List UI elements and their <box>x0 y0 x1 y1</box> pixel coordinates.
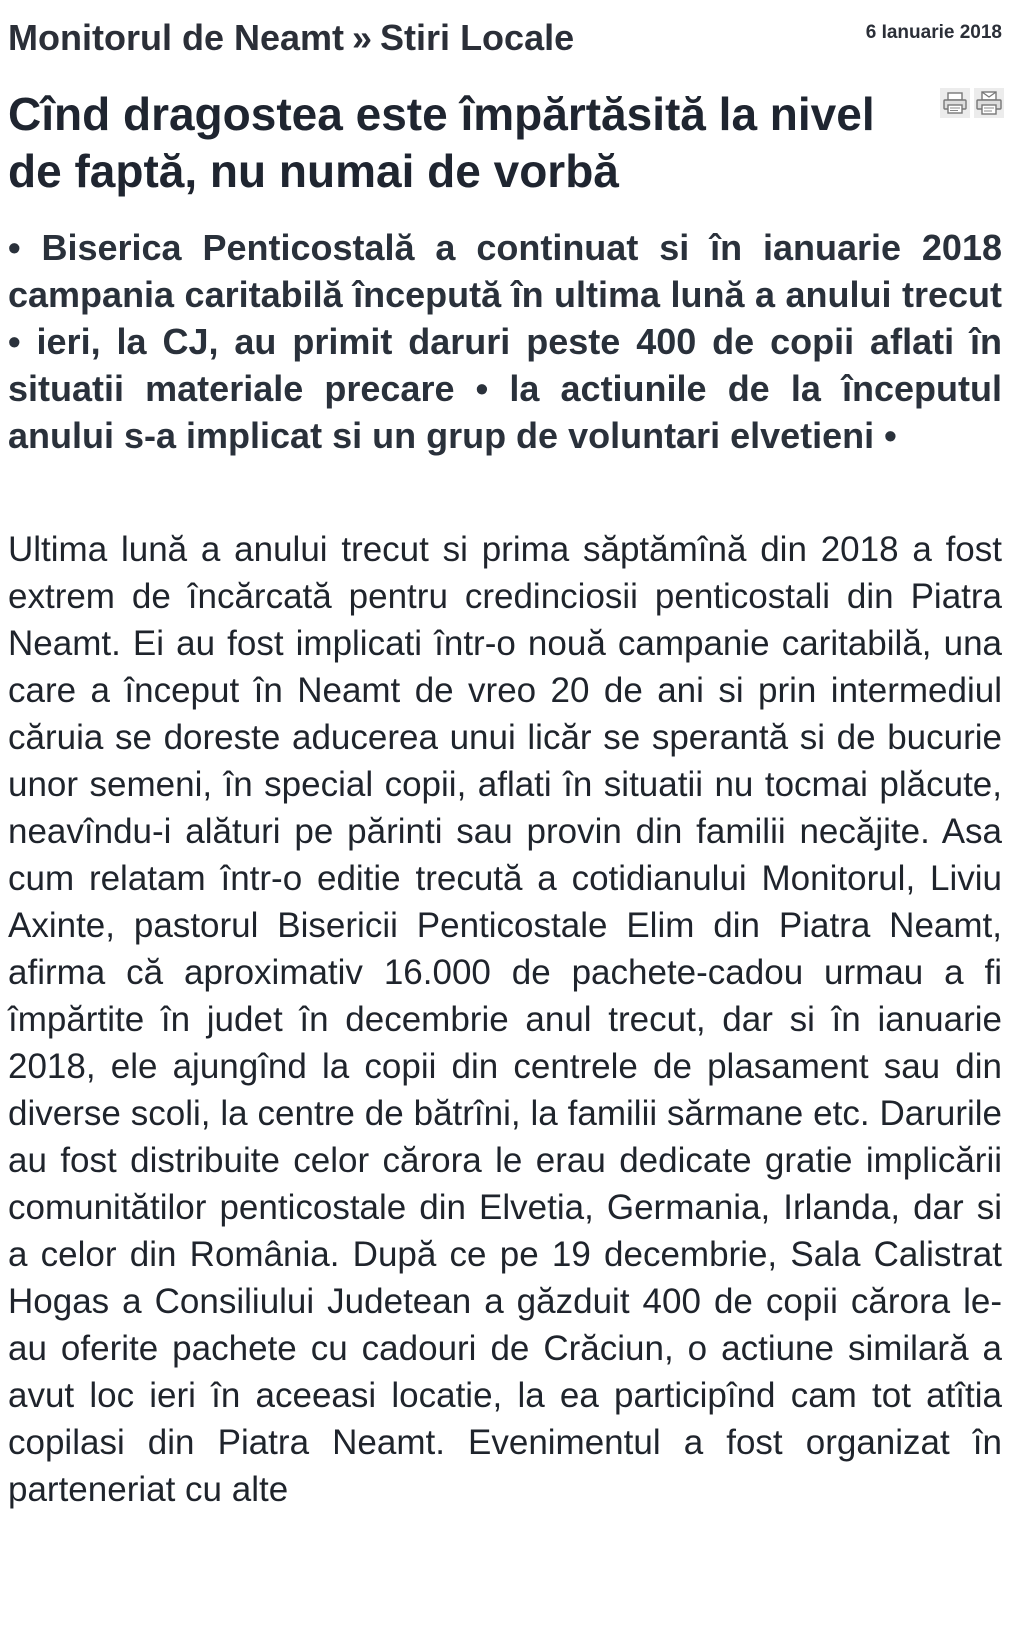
article-date: 6 Ianuarie 2018 <box>865 22 1002 43</box>
email-printer-icon[interactable] <box>974 88 1004 118</box>
breadcrumb-site-link[interactable]: Monitorul de Neamt <box>8 17 345 58</box>
printer-icon[interactable] <box>940 88 970 118</box>
breadcrumb-separator: » <box>352 17 373 58</box>
article-lead: • Biserica Penticostală a continuat si în ianuarie 2018 campania caritabilă începută în ultima lună a anului trecut • ieri, la CJ, au primit daruri peste 400 de copii aflati în situatii materiale precare • la actiunile de la începutul anului s-a implicat si un grup de voluntari elvetieni • <box>8 227 1002 456</box>
breadcrumb <box>8 14 574 62</box>
article-title: Cînd dragostea este împărtăsită la nivel de faptă, nu numai de vorbă <box>8 88 875 197</box>
top-bar <box>8 14 1002 62</box>
breadcrumb-section-link[interactable]: Stiri Locale <box>380 17 575 58</box>
article-body: Ultima lună a anului trecut si prima săptămînă din 2018 a fost extrem de încărcată pentru credinciosii penticostali din Piatra Neamt. Ei au fost implicati într-o nouă campanie caritabilă, una care a început în Neamt de vreo 20 de ani si prin intermediul căruia se doreste aducerea unui licăr se sperantă si de bucurie unor semeni, în special copii, aflati în situatii nu tocmai plăcute, neavîndu-i alături pe părinti sau provin din familii necăjite. Asa cum relatam într-o editie trecută a cotidianului Monitorul, Liviu Axinte, pastorul Bisericii Penticostale Elim din Piatra Neamt, afirma că aproximativ 16.000 de pachete-cadou urmau a fi împărtite în judet în decembrie anul trecut, dar si în ianuarie 2018, ele ajungînd la copii din centrele de plasament sau din diverse scoli, la centre de bătrîni, la familii sărmane etc. Darurile au fost distribuite celor cărora le erau dedicate gratie implicării comunitătilor penticostale din Elvetia, Germania, Irlanda, dar si a celor din România. După ce pe 19 decembrie, Sala Calistrat Hogas a Consiliului Judetean a găzduit 400 de copii cărora le-au oferite pachete cu cadouri de Crăciun, o actiune similară a avut loc ieri în aceeasi locatie, la ea participînd cam tot atîtia copilasi din Piatra Neamt. Evenimentul a fost organizat în parteneriat cu alte <box>8 530 1002 1509</box>
article-tools <box>940 88 1006 120</box>
